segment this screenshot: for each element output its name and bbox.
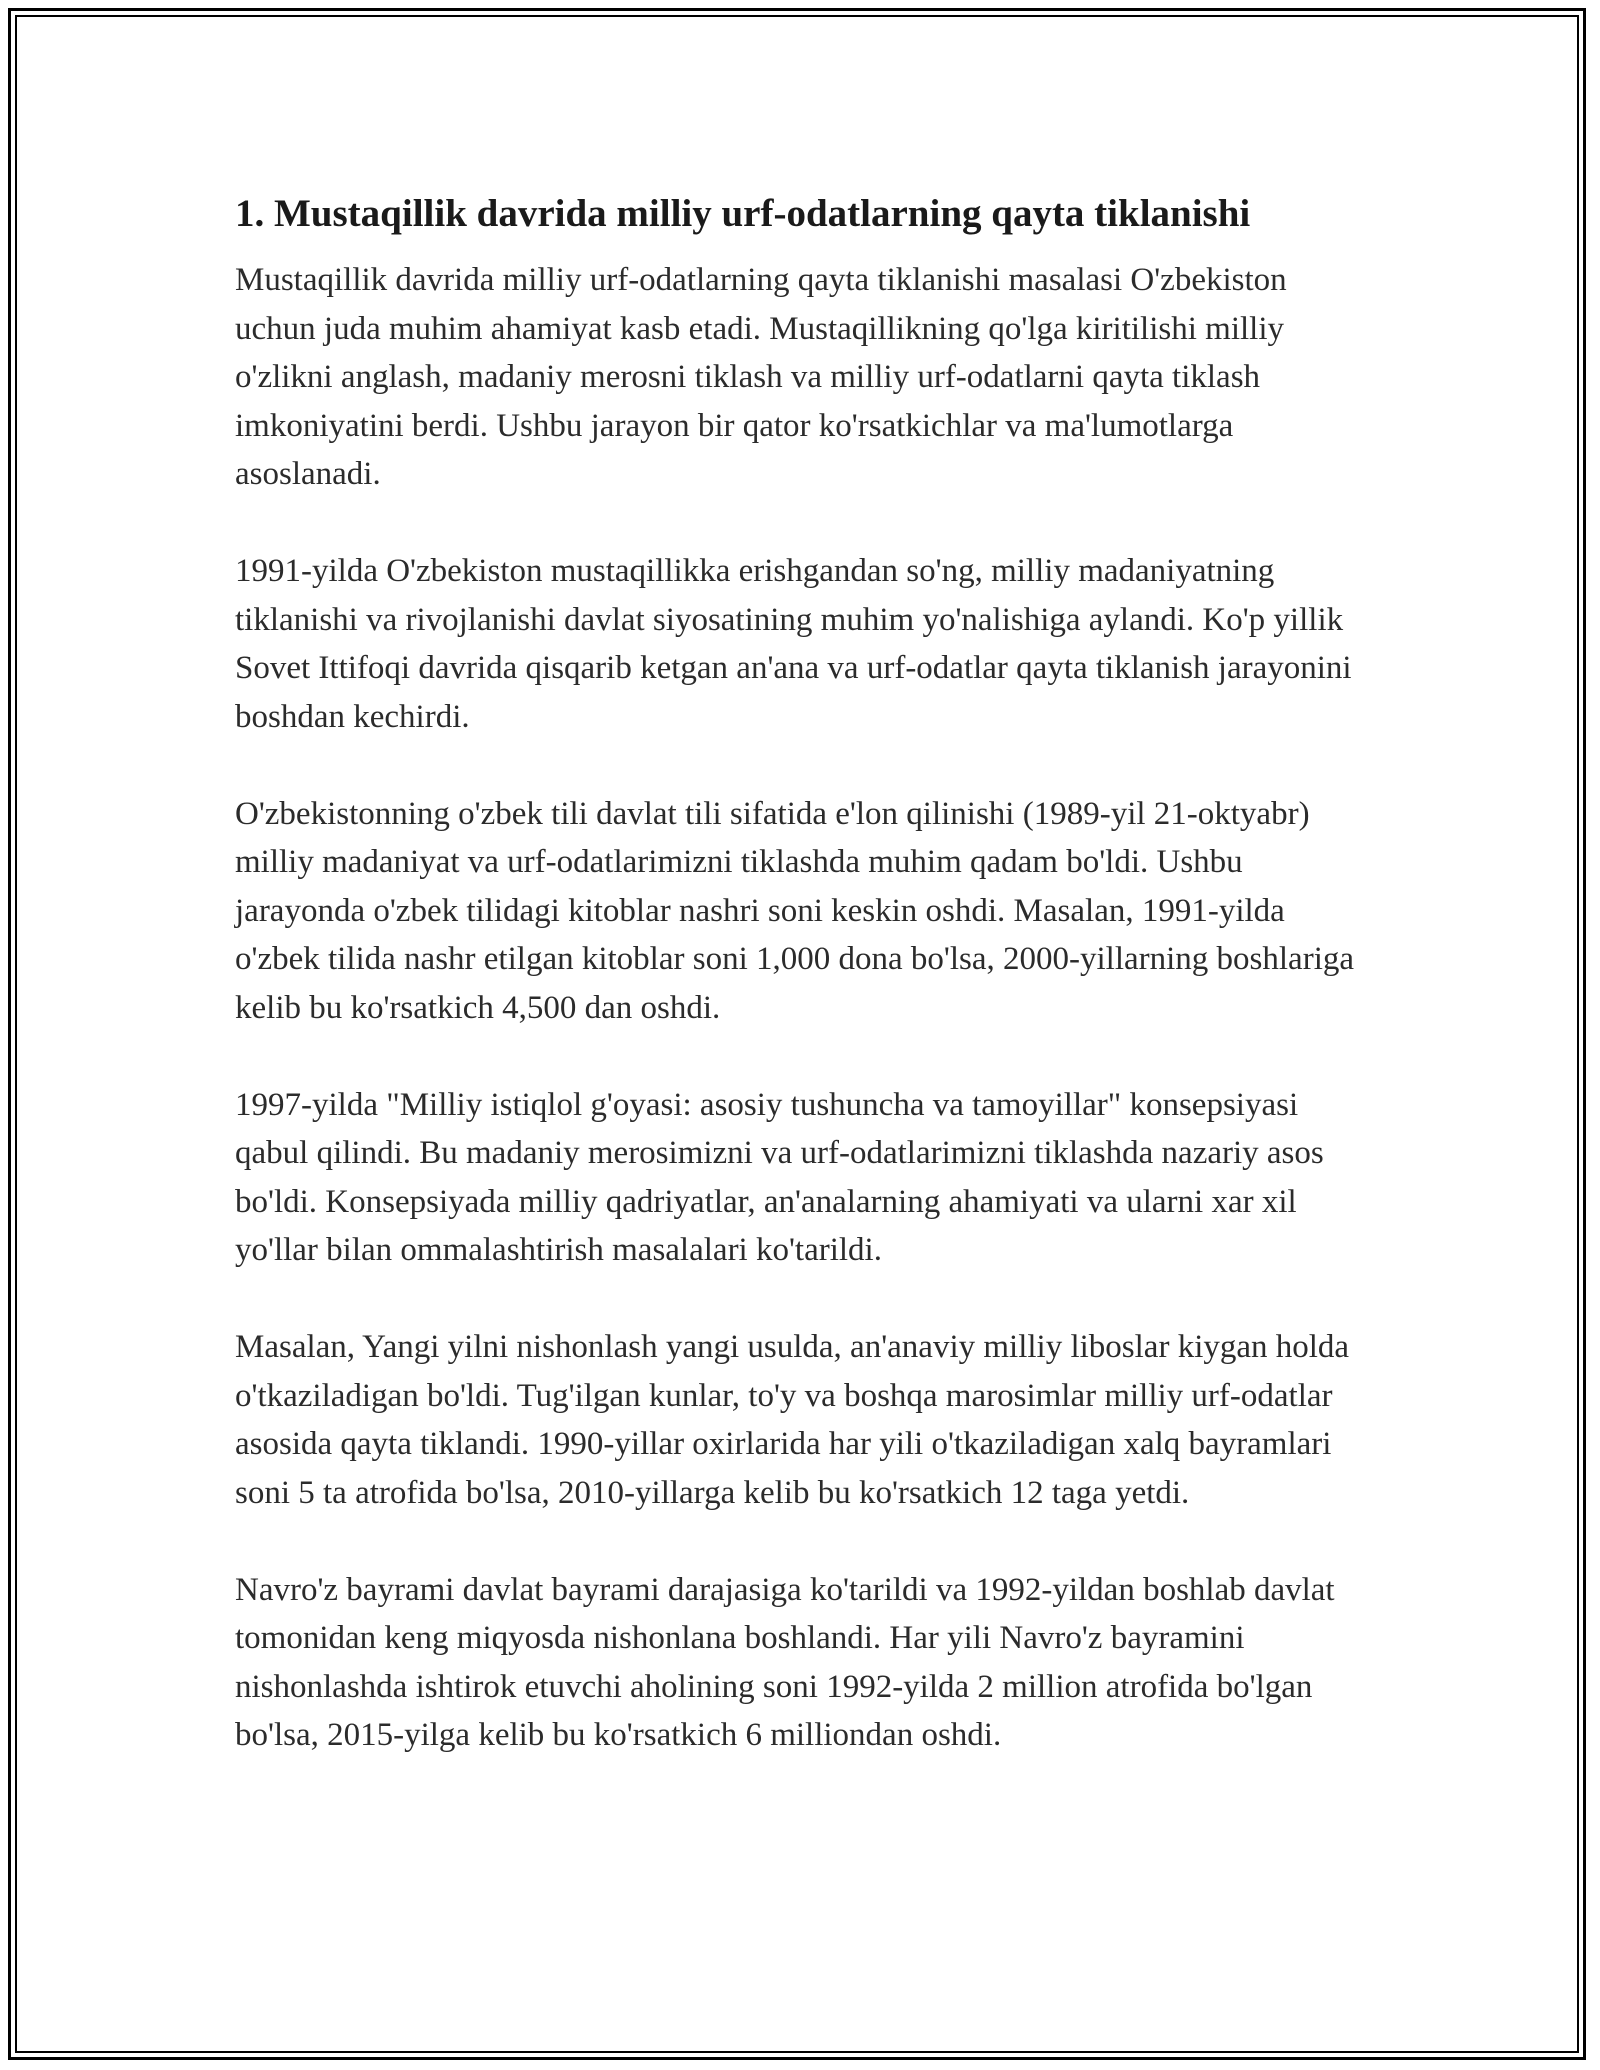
paragraph-independence-1991: 1991-yilda O'zbekiston mustaqillikka erishgandan so'ng, milliy madaniyatning tiklanishi va rivojlanishi davlat siyosatining muhim yo'nalishiga aylandi. Ko'p yillik Sovet Ittifoqi davrida qisqarib ketgan an'ana va urf-odatlar qayta tiklanish jarayonini boshdan kechirdi. (235, 553, 1352, 735)
paragraph-state-language: O'zbekistonning o'zbek tili davlat tili sifatida e'lon qilinishi (1989-yil 21-oktyabr) milliy madaniyat va urf-odatlarimizni tiklashda muhim qadam bo'ldi. Ushbu jarayonda o'zbek tilidagi kitoblar nashri soni keskin oshdi. Masalan, 1991-yilda o'zbek tilida nashr etilgan kitoblar soni 1,000 dona bo'lsa, 2000-yillarning boshlariga kelib bu ko'rsatkich 4,500 dan oshdi. (235, 795, 1355, 1026)
section-heading: 1. Mustaqillik davrida milliy urf-odatlarning qayta tiklanishi (235, 192, 1251, 235)
document-body (235, 188, 1365, 1808)
paragraph-national-idea-1997: 1997-yilda "Milliy istiqlol g'oyasi: asosiy tushuncha va tamoyillar" konsepsiyasi qabul qilindi. Bu madaniy merosimizni va urf-odatlarimizni tiklashda nazariy asos bo'ldi. Konsepsiyada milliy qadriyatlar, an'analarning ahamiyati va ularni xar xil yo'llar bilan ommalashtirish masalalari ko'tarildi. (235, 1086, 1324, 1268)
paragraph-intro: Mustaqillik davrida milliy urf-odatlarning qayta tiklanishi masalasi O'zbekiston uchun juda muhim ahamiyat kasb etadi. Mustaqillikning qo'lga kiritilishi milliy o'zlikni anglash, madaniy merosni tiklash va milliy urf-odatlarni qayta tiklash imkoniyatini berdi. Ushbu jarayon bir qator ko'rsatkichlar va ma'lumotlarga asoslanadi. (235, 262, 1287, 492)
paragraph-navruz: Navro'z bayrami davlat bayrami darajasiga ko'tarildi va 1992-yildan boshlab davlat tomonidan keng miqyosda nishonlana boshlandi. Har yili Navro'z bayramini nishonlashda ishtirok etuvchi aholining soni 1992-yilda 2 million atrofida bo'lgan bo'lsa, 2015-yilga kelib bu ko'rsatkich 6 milliondan oshdi. (235, 1571, 1335, 1753)
paragraph-holidays: Masalan, Yangi yilni nishonlash yangi usulda, an'anaviy milliy liboslar kiygan holda o'tkaziladigan bo'ldi. Tug'ilgan kunlar, to'y va boshqa marosimlar milliy urf-odatlar asosida qayta tiklandi. 1990-yillar oxirlarida har yili o'tkaziladigan xalq bayramlari soni 5 ta atrofida bo'lsa, 2010-yillarga kelib bu ko'rsatkich 12 taga yetdi. (235, 1329, 1350, 1511)
